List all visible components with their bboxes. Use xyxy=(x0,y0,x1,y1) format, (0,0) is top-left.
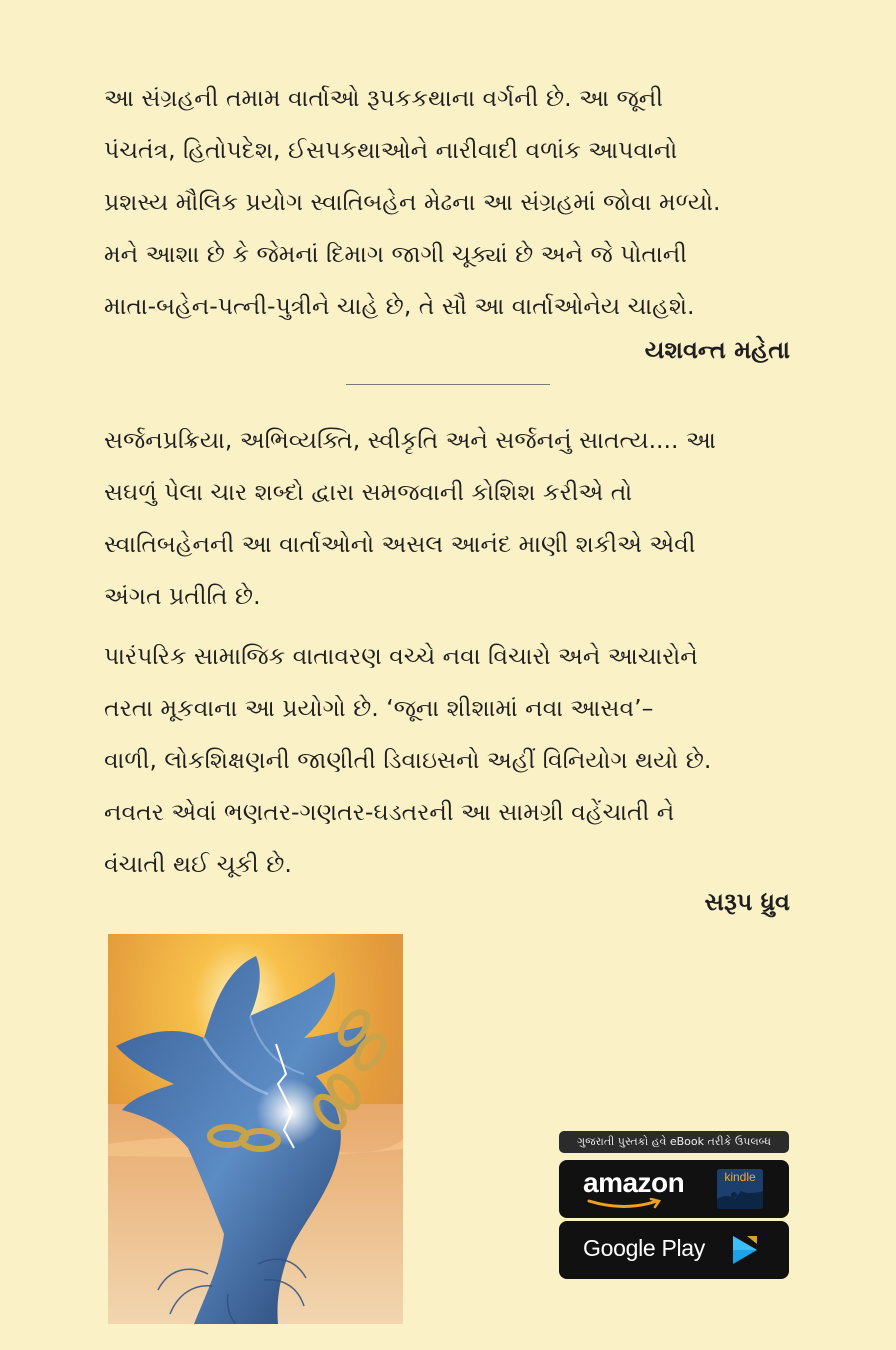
hand-bird-chain-illustration xyxy=(108,934,403,1324)
text-line: સર્જનપ્રક્રિયા, અભિવ્યક્તિ, સ્વીકૃતિ અને સર્જનનું સાતત્ય.... આ xyxy=(104,426,716,454)
text-line: સઘળું પેલા ચાર શબ્દો દ્વારા સમજવાની કોશિશ કરીએ તો xyxy=(104,478,633,506)
google-play-icon xyxy=(727,1232,763,1268)
google-play-label: Google Play xyxy=(583,1235,705,1261)
text-line: આ સંગ્રહની તમામ વાર્તાઓ રૂપકકથાના વર્ગની છે. આ જૂની xyxy=(104,84,663,112)
text-line: પારંપરિક સામાજિક વાતાવરણ વચ્ચે નવા વિચારો અને આચારોને xyxy=(104,642,698,670)
signature-sarup-dhruv: સરૂપ ધ્રુવ xyxy=(704,888,790,916)
review-paragraph-1 xyxy=(104,72,794,332)
review-paragraph-3 xyxy=(104,630,794,890)
cover-artwork xyxy=(108,934,403,1324)
signature-yashvant-maheta: યશવન્ત મહેતા xyxy=(644,336,790,364)
ebook-availability-banner: ગુજરાતી પુસ્તકો હવે eBook તરીકે ઉપલબ્ધ xyxy=(559,1131,789,1153)
text-line: વંચાતી થઈ ચૂકી છે. xyxy=(104,850,292,878)
amazon-logo-icon: amazon xyxy=(583,1167,685,1198)
section-divider xyxy=(346,384,550,385)
review-paragraph-2 xyxy=(104,414,794,622)
text-line: વાળી, લોકશિક્ષણની જાણીતી ડિવાઇસનો અહીં વિનિયોગ થયો છે. xyxy=(104,746,712,774)
google-play-badge[interactable] xyxy=(559,1221,789,1279)
kindle-reader-icon xyxy=(717,1169,763,1209)
text-line: માતા-બહેન-પત્ની-પુત્રીને ચાહે છે, તે સૌ આ વાર્તાઓનેય ચાહશે. xyxy=(104,292,695,320)
text-line: અંગત પ્રતીતિ છે. xyxy=(104,582,261,610)
text-line: મને આશા છે કે જેમનાં દિમાગ જાગી ચૂક્યાં છે અને જે પોતાની xyxy=(104,240,687,268)
text-line: તરતા મૂકવાના આ પ્રયોગો છે. ‘જૂના શીશામાં નવા આસવ’– xyxy=(104,694,654,722)
text-line: પ્રશસ્ય મૌલિક પ્રયોગ સ્વાતિબહેન મેઢના આ સંગ્રહમાં જોવા મળ્યો. xyxy=(104,188,721,216)
amazon-smile-icon xyxy=(585,1198,665,1210)
text-line: પંચતંત્ર, હિતોપદેશ, ઈસપકથાઓને નારીવાદી વળાંક આપવાનો xyxy=(104,136,678,164)
kindle-icon: kindle xyxy=(717,1169,763,1209)
text-line: નવતર એવાં ભણતર-ગણતર-ઘડતરની આ સામગ્રી વહેંચાતી ને xyxy=(104,798,675,826)
text-line: સ્વાતિબહેનની આ વાર્તાઓનો અસલ આનંદ માણી શકીએ એવી xyxy=(104,530,696,558)
amazon-kindle-badge[interactable] xyxy=(559,1160,789,1218)
